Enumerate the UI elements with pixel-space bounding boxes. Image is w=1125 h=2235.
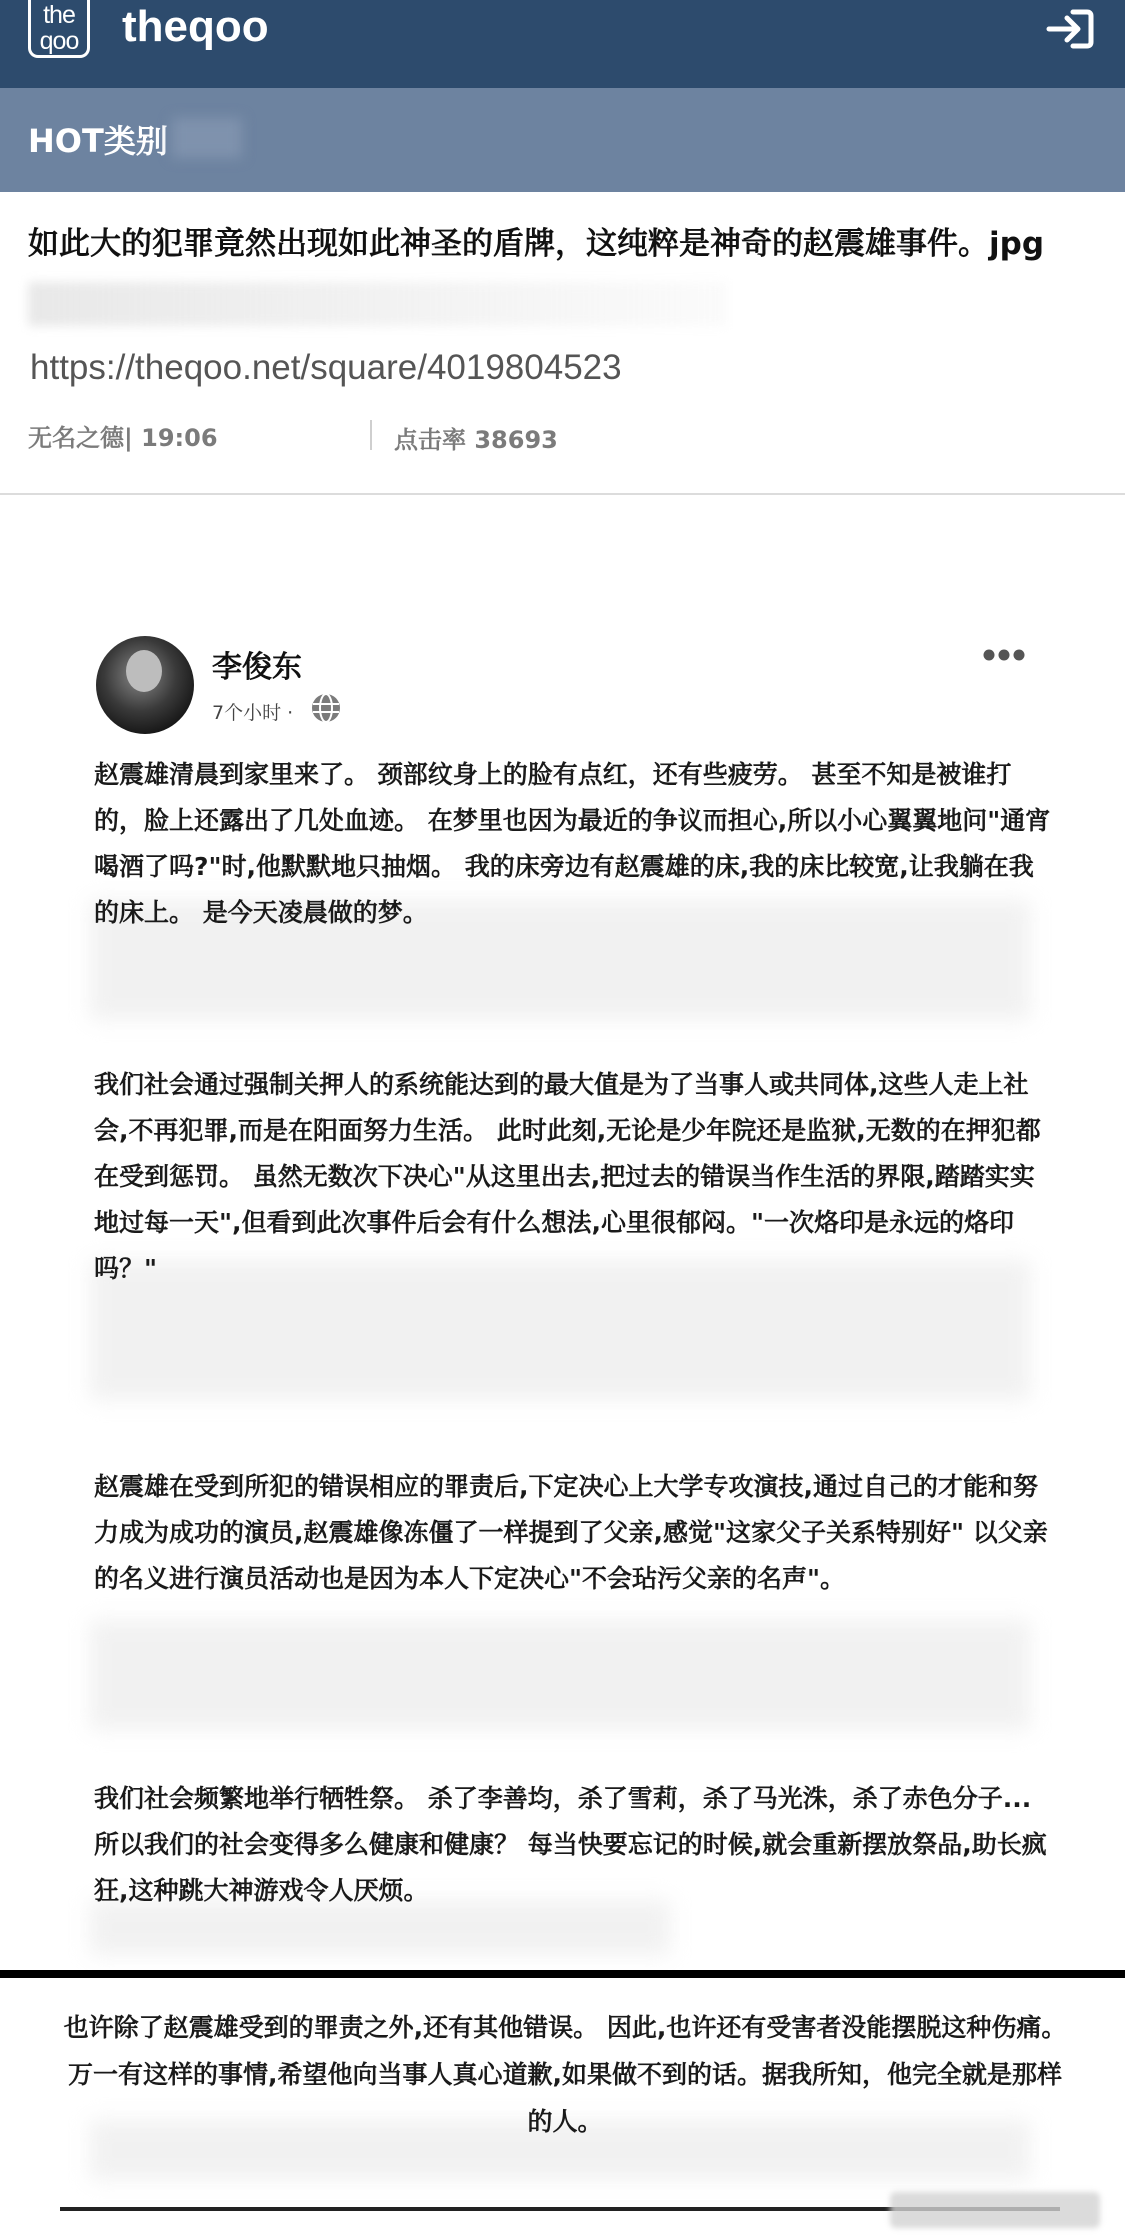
section-divider (0, 1970, 1125, 1978)
watermark (890, 2192, 1100, 2228)
header-divider (0, 493, 1125, 495)
category-bar (0, 88, 1125, 192)
fb-post-time: 7个小时 · (212, 702, 294, 724)
top-navigation-bar (0, 0, 1125, 88)
author-avatar[interactable] (96, 636, 194, 734)
fb-author-name[interactable]: 李俊东 (212, 650, 302, 685)
post-paragraph-4: 我们社会频繁地举行牺牲祭。 杀了李善均，杀了雪莉，杀了马光洙，杀了赤色分子... 所以我们的社会变得多么健康和健康？ 每当快要忘记的时候,就会重新摆放祭品,助长疯狂,这种跳大神游戏令人厌烦。 (94, 1784, 1047, 1905)
blurred-subtitle (28, 282, 728, 326)
post-paragraph-2: 我们社会通过强制关押人的系统能达到的最大值是为了当事人或共同体,这些人走上社会,不再犯罪,而是在阳面努力生活。 此时此刻,无论是少年院还是监狱,无数的在押犯都在受到惩罚。 虽然无数次下决心"从这里出去,把过去的错误当作生活的界限,踏踏实实地过每一天",但看到此次事件后会有什么想法,心里很郁闷。"一次烙印是永远的烙印吗？" (94, 1070, 1041, 1283)
more-options-icon[interactable] (982, 648, 1026, 662)
post-title: 如此大的犯罪竟然出现如此神圣的盾牌，这纯粹是神奇的赵震雄事件。jpg (28, 226, 1045, 262)
blurred-text-block (90, 1620, 1030, 1730)
post-author-time: 无名之德| 19:06 (28, 424, 218, 452)
post-paragraph-3: 赵震雄在受到所犯的错误相应的罪责后,下定决心上大学专攻演技,通过自己的才能和努力成为成功的演员,赵震雄像冻僵了一样提到了父亲,感觉"这家父子关系特别好" 以父亲的名义进行演员活动也是因为本人下定决心"不会玷污父亲的名声"。 (94, 1472, 1048, 1593)
globe-icon (310, 692, 342, 724)
final-paragraph: 也许除了赵震雄受到的罪责之外,还有其他错误。 因此,也许还有受害者没能摆脱这种伤痛。 万一有这样的事情,希望他向当事人真心道歉,如果做不到的话。据我所知，他完全就是那样的人。 (63, 2013, 1067, 2136)
meta-separator (370, 420, 372, 450)
theqoo-logo[interactable]: the qoo (28, 0, 90, 58)
category-label[interactable]: HOT类别 (28, 122, 168, 160)
brand-name[interactable]: theqoo (122, 2, 269, 51)
post-paragraph-1: 赵震雄清晨到家里来了。 颈部纹身上的脸有点红，还有些疲劳。 甚至不知是被谁打的，脸上还露出了几处血迹。 在梦里也因为最近的争议而担心,所以小心翼翼地问"通宵喝酒了吗?"时,他默默地只抽烟。 我的床旁边有赵震雄的床,我的床比较宽,让我躺在我的床上。 是今天凌晨做的梦。 (94, 760, 1051, 927)
blurred-category-suffix (172, 118, 242, 158)
login-arrow-icon[interactable] (1043, 6, 1095, 52)
post-view-count: 点击率 38693 (394, 426, 558, 454)
post-url[interactable]: https://theqoo.net/square/4019804523 (30, 348, 622, 387)
